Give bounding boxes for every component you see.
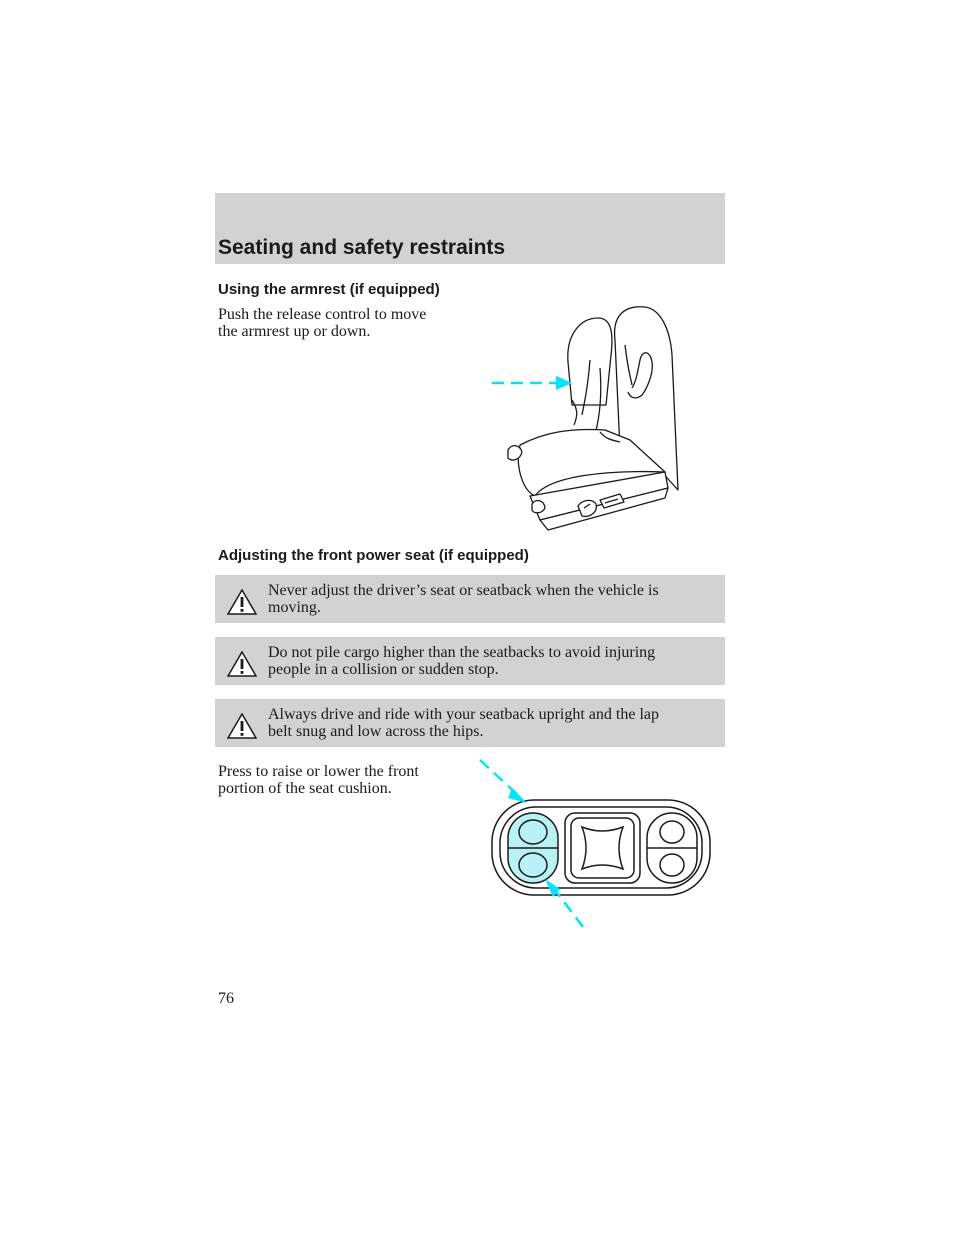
armrest-line-2: the armrest up or down. <box>218 323 371 340</box>
page-number: 76 <box>218 990 234 1007</box>
armrest-paragraph <box>218 306 468 340</box>
warning-2-line-1: Do not pile cargo higher than the seatbacks to avoid injuring <box>268 644 656 661</box>
warning-text-1 <box>268 582 708 616</box>
warning-text-3 <box>268 706 708 740</box>
warning-3-line-2: belt snug and low across the hips. <box>268 723 484 740</box>
instruction-line-1: Press to raise or lower the front <box>218 763 419 780</box>
armrest-heading: Using the armrest (if equipped) <box>218 281 440 298</box>
warning-1-line-1: Never adjust the driver’s seat or seatback when the vehicle is <box>268 582 659 599</box>
power-seat-control-illustration <box>475 755 725 935</box>
seat-armrest-illustration <box>460 300 700 535</box>
warning-triangle-icon <box>227 589 257 615</box>
power-seat-instruction <box>218 763 468 797</box>
instruction-line-2: portion of the seat cushion. <box>218 780 392 797</box>
warning-box-2 <box>215 637 725 685</box>
warning-box-1 <box>215 575 725 623</box>
warning-2-line-2: people in a collision or sudden stop. <box>268 661 499 678</box>
armrest-line-1: Push the release control to move <box>218 306 427 323</box>
warning-text-2 <box>268 644 708 678</box>
warning-triangle-icon <box>227 651 257 677</box>
power-seat-heading: Adjusting the front power seat (if equipped) <box>218 547 529 564</box>
section-title: Seating and safety restraints <box>218 236 506 259</box>
warning-triangle-icon <box>227 713 257 739</box>
warning-3-line-1: Always drive and ride with your seatback upright and the lap <box>268 706 659 723</box>
warning-box-3 <box>215 699 725 747</box>
warning-1-line-2: moving. <box>268 599 321 616</box>
